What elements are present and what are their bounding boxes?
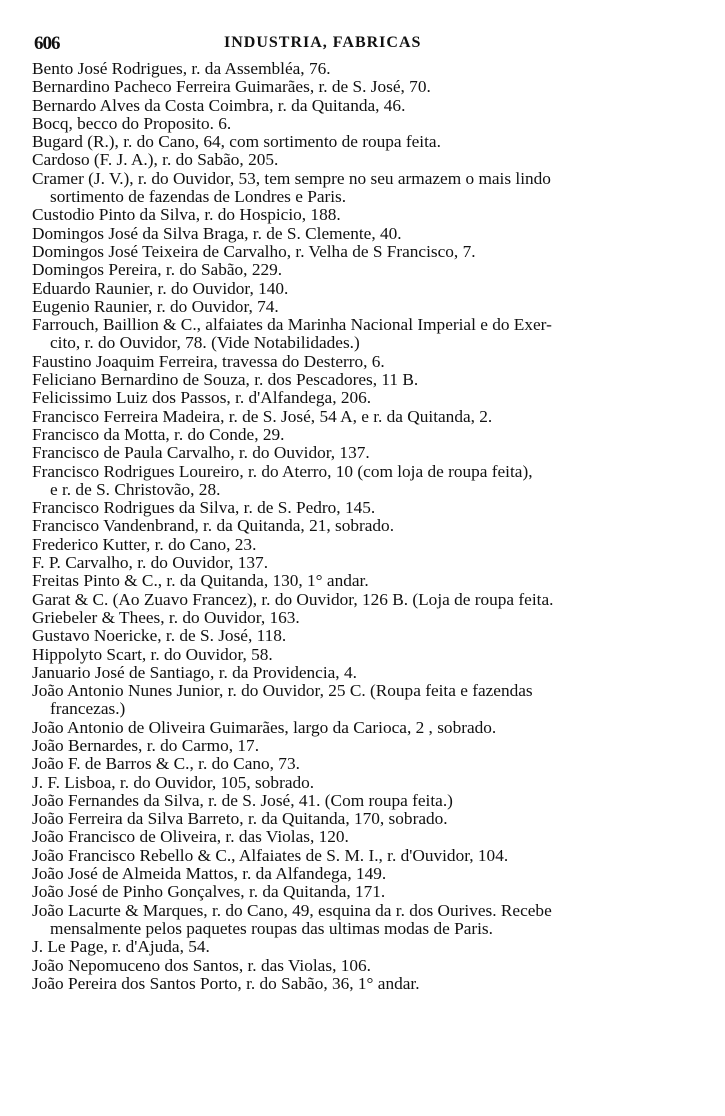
- directory-entry: [32, 298, 712, 316]
- entry-line: Francisco Vandenbrand, r. da Quitanda, 21, sobrado.: [32, 516, 395, 536]
- entry-line: João Ferreira da Silva Barreto, r. da Quitanda, 170, sobrado.: [32, 809, 448, 829]
- directory-entry: [32, 755, 712, 773]
- directory-entry: [32, 774, 712, 792]
- entry-continuation-line: sortimento de fazendas de Londres e Paris.: [50, 187, 347, 207]
- entry-line: João F. de Barros & C., r. do Cano, 73.: [32, 754, 300, 774]
- entry-line: Bernardino Pacheco Ferreira Guimarães, r. de S. José, 70.: [32, 77, 431, 97]
- directory-entry: [32, 97, 712, 115]
- directory-entry: [32, 646, 712, 664]
- entry-line: João José de Almeida Mattos, r. da Alfandega, 149.: [32, 864, 387, 884]
- directory-entry: [32, 627, 712, 645]
- entry-line: Hippolyto Scart, r. do Ouvidor, 58.: [32, 644, 273, 664]
- directory-entry: [32, 719, 712, 737]
- entry-line: João Bernardes, r. do Carmo, 17.: [32, 735, 260, 755]
- entry-line: João Antonio Nunes Junior, r. do Ouvidor, 25 C. (Roupa feita e fazendas: [32, 681, 533, 701]
- directory-entry: [32, 572, 712, 590]
- directory-entry: [32, 170, 712, 207]
- entry-line: F. P. Carvalho, r. do Ouvidor, 137.: [32, 553, 269, 573]
- directory-entry: [32, 371, 712, 389]
- entry-continuation-line: e r. de S. Christovão, 28.: [50, 479, 221, 499]
- entry-line: Custodio Pinto da Silva, r. do Hospicio, 188.: [32, 205, 341, 225]
- page-number: 606: [34, 33, 60, 54]
- directory-entry: [32, 737, 712, 755]
- entry-line: João Fernandes da Silva, r. de S. José, 41. (Com roupa feita.): [32, 790, 453, 810]
- entry-line: João Lacurte & Marques, r. do Cano, 49, esquina da r. dos Ourives. Recebe: [32, 900, 552, 920]
- entry-line: Griebeler & Thees, r. do Ouvidor, 163.: [32, 607, 300, 627]
- entry-line: João José de Pinho Gonçalves, r. da Quitanda, 171.: [32, 882, 386, 902]
- directory-entry: [32, 60, 712, 78]
- entry-continuation-line: francezas.): [50, 699, 126, 719]
- entry-line: Domingos José da Silva Braga, r. de S. Clemente, 40.: [32, 223, 402, 243]
- entry-line: Felicissimo Luiz dos Passos, r. d'Alfandega, 206.: [32, 388, 372, 408]
- directory-entry: [32, 810, 712, 828]
- directory-entry: [32, 664, 712, 682]
- directory-entry: [32, 389, 712, 407]
- directory-entry: [32, 609, 712, 627]
- directory-entry: [32, 554, 712, 572]
- directory-entry: [32, 151, 712, 169]
- directory-entry: [32, 682, 712, 719]
- entry-continuation-line: mensalmente pelos paquetes roupas das ultimas modas de Paris.: [50, 918, 493, 938]
- running-title: INDUSTRIA, FABRICAS: [224, 34, 422, 51]
- directory-entry: [32, 408, 712, 426]
- entry-line: Freitas Pinto & C., r. da Quitanda, 130, 1° andar.: [32, 571, 369, 591]
- directory-entry: [32, 591, 712, 609]
- directory-entry: [32, 517, 712, 535]
- directory-entry: [32, 225, 712, 243]
- directory-entry: [32, 426, 712, 444]
- directory-entry: [32, 353, 712, 371]
- entry-line: Cardoso (F. J. A.), r. do Sabão, 205.: [32, 150, 279, 170]
- entry-line: Francisco da Motta, r. do Conde, 29.: [32, 424, 285, 444]
- directory-entry: [32, 957, 712, 975]
- directory-list: [32, 60, 712, 993]
- entry-line: Eduardo Raunier, r. do Ouvidor, 140.: [32, 278, 289, 298]
- entry-line: João Pereira dos Santos Porto, r. do Sabão, 36, 1° andar.: [32, 973, 420, 993]
- entry-line: Feliciano Bernardino de Souza, r. dos Pescadores, 11 B.: [32, 370, 419, 390]
- entry-line: Domingos José Teixeira de Carvalho, r. Velha de S Francisco, 7.: [32, 241, 476, 261]
- directory-entry: [32, 444, 712, 462]
- directory-entry: [32, 792, 712, 810]
- entry-line: Farrouch, Baillion & C., alfaiates da Marinha Nacional Imperial e do Exer-: [32, 315, 552, 335]
- directory-entry: [32, 938, 712, 956]
- entry-line: Gustavo Noericke, r. de S. José, 118.: [32, 626, 287, 646]
- entry-line: Domingos Pereira, r. do Sabão, 229.: [32, 260, 283, 280]
- entry-line: João Francisco Rebello & C., Alfaiates de S. M. I., r. d'Ouvidor, 104.: [32, 845, 509, 865]
- directory-entry: [32, 280, 712, 298]
- entry-line: Bugard (R.), r. do Cano, 64, com sortimento de roupa feita.: [32, 132, 441, 152]
- directory-entry: [32, 847, 712, 865]
- entry-continuation-line: cito, r. do Ouvidor, 78. (Vide Notabilidades.): [50, 333, 360, 353]
- directory-entry: [32, 243, 712, 261]
- directory-entry: [32, 975, 712, 993]
- directory-entry: [32, 499, 712, 517]
- entry-line: Francisco de Paula Carvalho, r. do Ouvidor, 137.: [32, 443, 370, 463]
- entry-line: Bernardo Alves da Costa Coimbra, r. da Quitanda, 46.: [32, 95, 406, 115]
- entry-line: Januario José de Santiago, r. da Providencia, 4.: [32, 662, 357, 682]
- entry-line: Francisco Rodrigues Loureiro, r. do Aterro, 10 (com loja de roupa feita),: [32, 461, 533, 481]
- entry-line: Garat & C. (Ao Zuavo Francez), r. do Ouvidor, 126 B. (Loja de roupa feita.: [32, 589, 554, 609]
- entry-line: Bocq, becco do Proposito. 6.: [32, 113, 232, 133]
- entry-line: J. F. Lisboa, r. do Ouvidor, 105, sobrado.: [32, 772, 315, 792]
- directory-entry: [32, 883, 712, 901]
- entry-line: Faustino Joaquim Ferreira, travessa do Desterro, 6.: [32, 351, 385, 371]
- directory-entry: [32, 206, 712, 224]
- directory-entry: [32, 536, 712, 554]
- directory-entry: [32, 133, 712, 151]
- entry-line: Eugenio Raunier, r. do Ouvidor, 74.: [32, 296, 279, 316]
- page-header: [34, 33, 634, 57]
- entry-line: Francisco Ferreira Madeira, r. de S. José, 54 A, e r. da Quitanda, 2.: [32, 406, 493, 426]
- entry-line: J. Le Page, r. d'Ajuda, 54.: [32, 937, 210, 957]
- directory-entry: [32, 828, 712, 846]
- directory-entry: [32, 865, 712, 883]
- entry-line: João Francisco de Oliveira, r. das Violas, 120.: [32, 827, 349, 847]
- directory-entry: [32, 463, 712, 500]
- directory-entry: [32, 902, 712, 939]
- entry-line: Francisco Rodrigues da Silva, r. de S. Pedro, 145.: [32, 498, 376, 518]
- entry-line: Cramer (J. V.), r. do Ouvidor, 53, tem sempre no seu armazem o mais lindo: [32, 168, 551, 188]
- entry-line: Bento José Rodrigues, r. da Assembléa, 76.: [32, 59, 331, 78]
- entry-line: João Antonio de Oliveira Guimarães, largo da Carioca, 2 , sobrado.: [32, 717, 497, 737]
- directory-entry: [32, 78, 712, 96]
- entry-line: Frederico Kutter, r. do Cano, 23.: [32, 534, 257, 554]
- entry-line: João Nepomuceno dos Santos, r. das Violas, 106.: [32, 955, 371, 975]
- directory-entry: [32, 316, 712, 353]
- directory-entry: [32, 115, 712, 133]
- directory-entry: [32, 261, 712, 279]
